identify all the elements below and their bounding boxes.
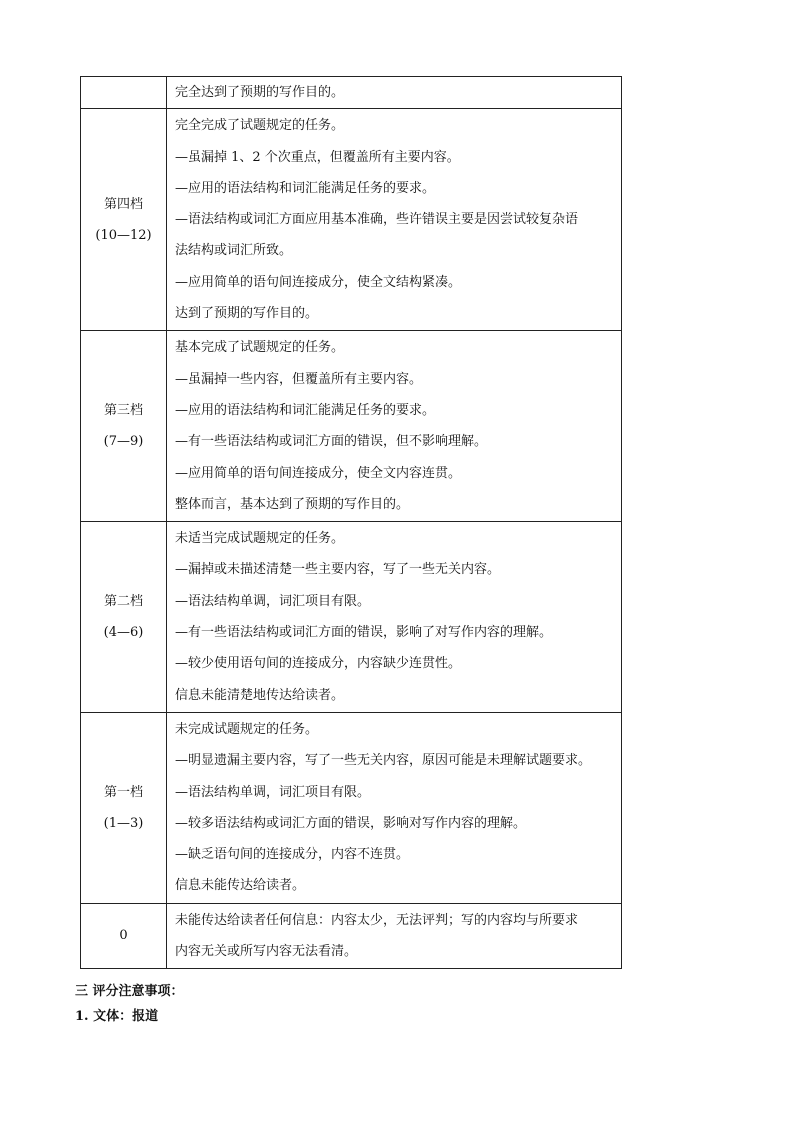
level-cell (81, 77, 167, 109)
score-range: (10—12) (95, 227, 152, 243)
criteria-line: —有一些语法结构或词汇方面的错误，影响了对写作内容的理解。 (175, 625, 553, 641)
criteria-line: —语法结构单调，词汇项目有限。 (175, 593, 371, 609)
sub-heading: 1. 文体：报道 (75, 1009, 159, 1024)
score-range: (7—9) (103, 434, 144, 450)
criteria-line: —应用的语法结构和词汇能满足任务的要求。 (175, 402, 436, 418)
criteria-line: —语法结构单调，词汇项目有限。 (175, 784, 371, 800)
level-label: 第四档 (103, 196, 143, 212)
criteria-line: 信息未能传达给读者。 (175, 878, 306, 894)
table-row (81, 331, 622, 522)
criteria-line: 完全完成了试题规定的任务。 (175, 118, 345, 134)
level-label: 第三档 (103, 402, 143, 418)
level-cell (81, 109, 167, 331)
description-cell (167, 331, 622, 522)
table-row (81, 77, 622, 109)
criteria-line: —应用的语法结构和词汇能满足任务的要求。 (175, 180, 436, 196)
description-cell (167, 109, 622, 331)
score-range: (4—6) (103, 625, 144, 641)
score-range: (1—3) (103, 815, 144, 831)
criteria-line: 完全达到了预期的写作目的。 (175, 85, 345, 100)
table-row (81, 522, 622, 713)
description-cell (167, 903, 622, 969)
criteria-line: 基本完成了试题规定的任务。 (175, 340, 345, 356)
description-cell (167, 522, 622, 713)
criteria-line: —语法结构或词汇方面应用基本准确，些许错误主要是因尝试较复杂语 (175, 212, 579, 228)
grading-table (80, 76, 622, 969)
criteria-line: 未能传达给读者任何信息：内容太少，无法评判；写的内容均与所要求 (175, 912, 579, 928)
criteria-line: —漏掉或未描述清楚一些主要内容，写了一些无关内容。 (175, 562, 501, 578)
criteria-line: 达到了预期的写作目的。 (175, 306, 319, 322)
table-row (81, 712, 622, 903)
criteria-line: 整体而言，基本达到了预期的写作目的。 (175, 496, 410, 512)
level-cell (81, 522, 167, 713)
criteria-line: —有一些语法结构或词汇方面的错误，但不影响理解。 (175, 434, 488, 450)
criteria-line: 信息未能清楚地传达给读者。 (175, 687, 345, 703)
criteria-line: —较多语法结构或词汇方面的错误，影响对写作内容的理解。 (175, 815, 527, 831)
criteria-line: 未适当完成试题规定的任务。 (175, 531, 345, 547)
level-cell (81, 712, 167, 903)
table-row (81, 903, 622, 969)
criteria-line: —明显遗漏主要内容，写了一些无关内容，原因可能是未理解试题要求。 (175, 753, 592, 769)
criteria-line: —虽漏掉一些内容，但覆盖所有主要内容。 (175, 371, 423, 387)
criteria-line: —应用简单的语句间连接成分，使全文内容连贯。 (175, 465, 462, 481)
description-cell (167, 77, 622, 109)
criteria-line: —虽漏掉 1、2 个次重点，但覆盖所有主要内容。 (175, 149, 460, 165)
criteria-line: 未完成试题规定的任务。 (175, 721, 319, 737)
section-heading: 三 评分注意事项： (75, 984, 184, 999)
level-label: 0 (119, 928, 128, 944)
level-label: 第一档 (103, 784, 143, 800)
level-cell (81, 903, 167, 969)
level-cell (81, 331, 167, 522)
criteria-line: 法结构或词汇所致。 (175, 243, 293, 259)
description-cell (167, 712, 622, 903)
criteria-line: —缺乏语句间的连接成分，内容不连贯。 (175, 847, 410, 863)
table-row (81, 109, 622, 331)
criteria-line: 内容无关或所写内容无法看清。 (175, 944, 358, 960)
criteria-line: —较少使用语句间的连接成分，内容缺少连贯性。 (175, 656, 462, 672)
criteria-line: —应用简单的语句间连接成分，使全文结构紧凑。 (175, 274, 462, 290)
level-label: 第二档 (103, 593, 143, 609)
